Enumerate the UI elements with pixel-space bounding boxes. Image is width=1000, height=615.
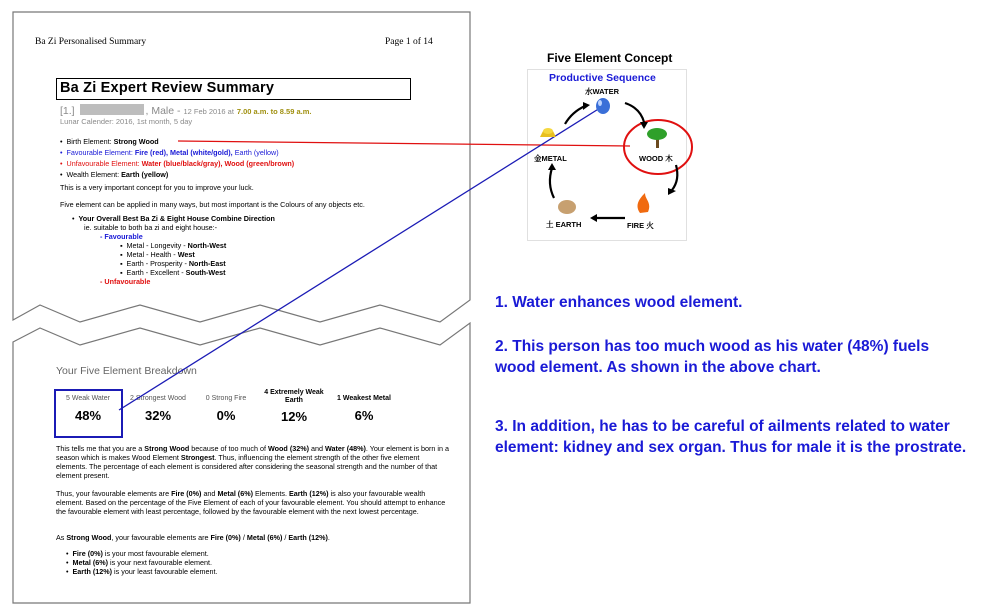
birth-element-label: Birth Element: — [66, 137, 112, 146]
element-percentage: 0% — [216, 408, 236, 423]
red-connector-line — [178, 141, 630, 146]
favourable-heading: Favourable — [104, 232, 143, 241]
water-element-icon — [596, 98, 610, 114]
birth-date: 12 Feb 2016 at — [183, 107, 234, 116]
breakdown-paragraph-1: This tells me that you are a Strong Wood because of too much of Wood (32%) and Water (48%). Your element is born in a season which is makes Wood Element Strongest. Thus, influencing the element strength of the other five element elements. The percentage of each element is considered after considering the seasonal strength and the number of that element present. — [56, 444, 449, 480]
fire-label: FIRE 火 — [627, 221, 654, 230]
wealth-element-value: Earth (yellow) — [121, 170, 169, 179]
unfavourable-element-value: Water (blue/black/gray), Wood (green/brown) — [141, 159, 295, 168]
note-1: 1. Water enhances wood element. — [495, 294, 743, 311]
wealth-element-item: • Wealth Element: Earth (yellow) — [60, 170, 169, 179]
arrow-wood-to-fire — [672, 165, 677, 190]
metal-element-icon — [540, 128, 556, 137]
birth-time: 7.00 a.m. to 8.59 a.m. — [236, 107, 312, 116]
wealth-element-label: Wealth Element: — [66, 170, 120, 179]
record-index: [1.] — [60, 105, 75, 117]
birth-element-item: • Birth Element: Strong Wood — [60, 137, 159, 146]
unfavourable-heading: Unfavourable — [104, 277, 151, 286]
favourable-element-item: • Favourable Element: Fire (red), Metal (white/gold), Earth (yellow) — [60, 148, 279, 157]
arrow-water-to-wood — [625, 103, 644, 122]
direction-item: ▪ Earth - Prosperity - North-East — [120, 259, 226, 268]
note-3: 3. In addition, he has to be careful of ailments related to water element: kidney and sex organ. Thus for male it is the prostrate. — [495, 418, 967, 456]
page-number: Page 1 of 14 — [385, 37, 433, 47]
lunar-calendar: Lunar Calender: 2016, 1st month, 5 day — [60, 117, 193, 126]
element-label: 2 Strongest Wood — [130, 395, 186, 402]
chart-subtitle: Productive Sequence — [549, 72, 656, 84]
paragraph-colours: Five element can be applied in many ways, but most important is the Colours of any objects etc. — [60, 200, 365, 209]
direction-subtext: ie. suitable to both ba zi and eight house:- — [84, 223, 218, 232]
note-2: 2. This person has too much wood as his water (48%) fuels wood element. As shown in the above chart. — [495, 338, 930, 376]
chart-title: Five Element Concept — [547, 51, 673, 65]
unfavourable-element-label: Unfavourable Element: — [66, 159, 140, 168]
fire-element-icon — [637, 193, 649, 213]
direction-item: ▪ Metal - Health - West — [120, 250, 195, 259]
wood-element-icon — [647, 128, 667, 148]
direction-heading: Your Overall Best Ba Zi & Eight House Combine Direction — [78, 214, 275, 223]
birth-element-value: Strong Wood — [113, 137, 159, 146]
favourable-order-item: • Earth (12%) is your least favourable element. — [66, 567, 218, 576]
element-percentage: 6% — [354, 408, 374, 423]
document-title: Ba Zi Expert Review Summary — [60, 80, 275, 96]
page-header-title: Ba Zi Personalised Summary — [35, 37, 147, 47]
element-label: 1 Weakest Metal — [337, 395, 391, 402]
direction-item: ▪ Earth - Excellent - South-West — [120, 268, 226, 277]
favourable-element-label: Favourable Element: — [66, 148, 133, 157]
element-percentage: 12% — [280, 409, 308, 424]
direction-item: ▪ Metal - Longevity - North-West — [120, 241, 227, 250]
favourable-order-item: • Fire (0%) is your most favourable element. — [66, 549, 209, 558]
element-label: 4 Extremely Weak Earth — [264, 389, 324, 404]
element-percentage: 32% — [144, 408, 172, 423]
water-label: 水WATER — [585, 87, 620, 96]
breakdown-paragraph-3: As Strong Wood, your favourable elements are Fire (0%) / Metal (6%) / Earth (12%). — [56, 533, 330, 542]
paragraph-luck: This is a very important concept for you to improve your luck. — [60, 183, 254, 192]
wood-label: WOOD 木 — [639, 154, 673, 163]
earth-element-icon — [558, 200, 576, 214]
gender-label: , Male - — [145, 105, 181, 117]
arrow-earth-to-metal — [550, 168, 554, 198]
element-label: 5 Weak Water — [66, 395, 110, 402]
direction-block: • Your Overall Best Ba Zi & Eight House Combine Direction ie. suitable to both ba zi and eight house:- - Favourable ▪ Metal - Longevity - North-West ▪ Metal - Health - West ▪ Earth - Prosperity - North-East ▪ Earth - Excellent - South-West - Unfavourable — [72, 214, 275, 286]
element-label: 0 Strong Fire — [205, 395, 247, 402]
favourable-element-extra: Earth (yellow) — [234, 148, 279, 157]
earth-label: 土 EARTH — [546, 220, 582, 229]
unfavourable-element-item: • Unfavourable Element: Water (blue/black/gray), Wood (green/brown) — [60, 159, 295, 168]
arrow-metal-to-water — [565, 106, 585, 124]
favourable-element-value: Fire (red), Metal (white/gold), — [134, 148, 233, 157]
element-percentage: 48% — [74, 408, 102, 423]
favourable-order-item: • Metal (6%) is your next favourable element. — [66, 558, 212, 567]
metal-label: 金METAL — [534, 154, 567, 163]
breakdown-title: Your Five Element Breakdown — [56, 365, 197, 377]
breakdown-paragraph-2: Thus, your favourable elements are Fire (0%) and Metal (6%) Elements. Earth (12%) is also your favourable wealth element. Based on the percentage of the Five Element of each of your favourable element. You should attempt to enhance the favourable element with least percentage, followed by the favourable element with the next lowest percentage. — [56, 489, 446, 516]
